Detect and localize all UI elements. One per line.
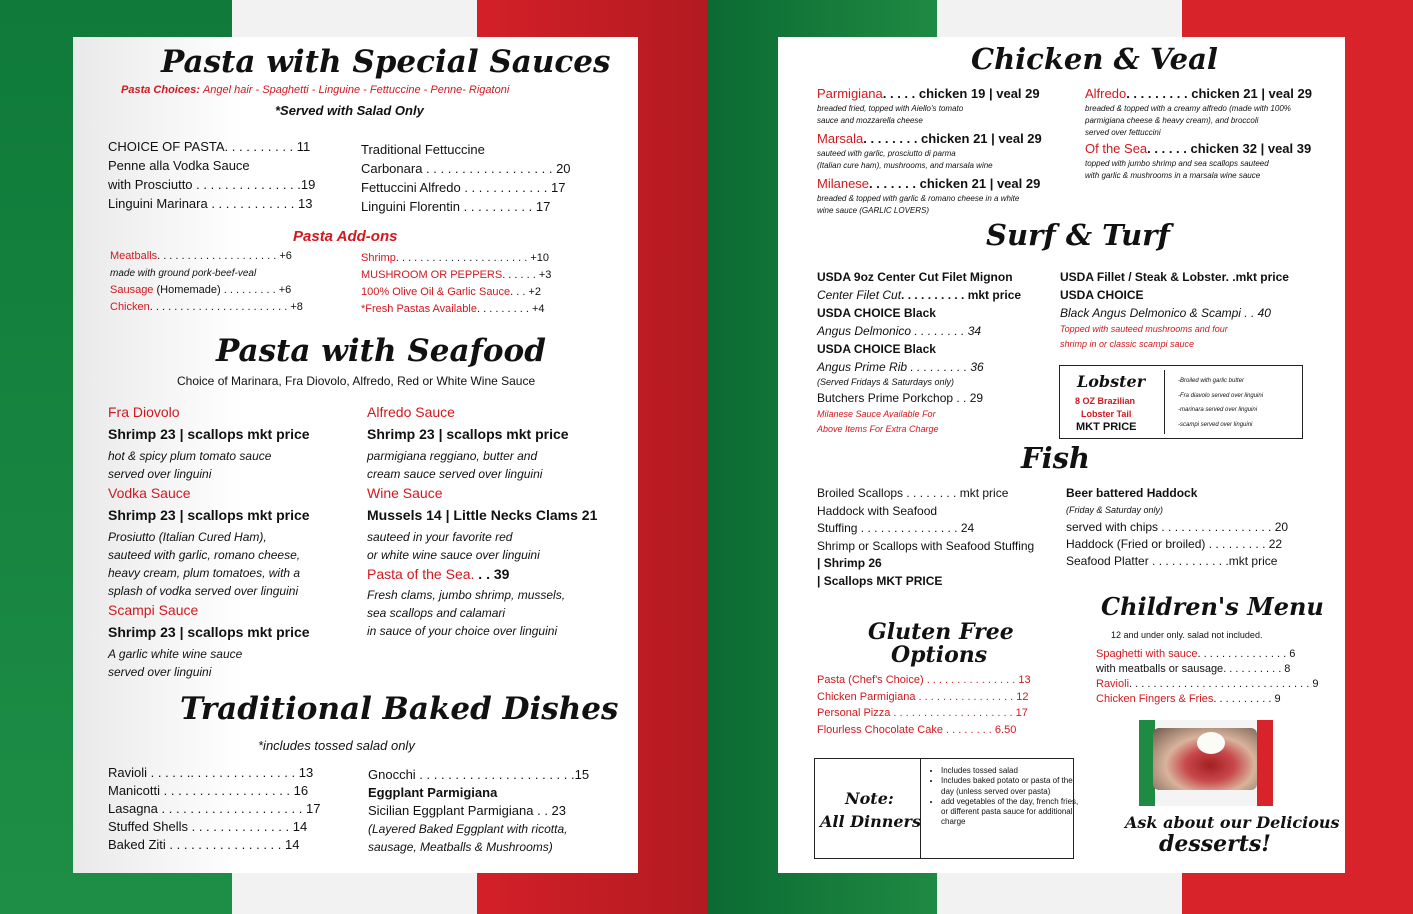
dessert-line2: desserts! [1159, 831, 1271, 857]
seafood-subtitle: Choice of Marinara, Fra Diovolo, Alfredo, Red or White Wine Sauce [177, 374, 536, 388]
seafood-desc: A garlic white wine sauce served over linguini [108, 647, 243, 679]
menu-item: CHOICE OF PASTA. . . . . . . . . . 11 [108, 139, 311, 154]
lobster-title: Lobster [1077, 372, 1146, 391]
menu-item: Fettuccini Alfredo . . . . . . . . . . . . 17 [361, 180, 566, 195]
fish-title: Fish [1021, 441, 1091, 475]
note-bullet: • Includes baked potato or pasta of the day (unless served over pasta) [941, 776, 1081, 797]
lobster-line2: Lobster Tail [1081, 409, 1132, 419]
pasta-special-title: Pasta with Special Sauces [161, 44, 611, 80]
seafood-name: Wine Sauce [367, 485, 443, 501]
menu-item: USDA 9oz Center Cut Filet Mignon [817, 270, 1013, 284]
menu-desc: breaded & topped with garlic & romano cheese in a white wine sauce (GARLIC LOVERS) [817, 194, 1020, 215]
menu-item: Carbonara . . . . . . . . . . . . . . . . . . 20 [361, 161, 571, 176]
menu-item: Stuffing . . . . . . . . . . . . . . . 24 [817, 521, 975, 535]
baked-col1 [108, 764, 320, 854]
seafood-name: Pasta of the Sea. . . 39 [367, 566, 510, 582]
lobster-price: MKT PRICE [1076, 421, 1137, 433]
pasta-addons-title: Pasta Add-ons [293, 228, 398, 245]
addons-col2 [361, 250, 551, 318]
childrens-menu-title: Children's Menu [1101, 592, 1324, 621]
menu-item: Eggplant Parmigiana [368, 785, 498, 800]
menu-item: USDA Fillet / Steak & Lobster. .mkt price [1060, 270, 1289, 284]
gluten-free-list [817, 672, 1031, 738]
menu-item: Linguini Marinara . . . . . . . . . . . . 13 [108, 196, 313, 211]
seafood-price: Shrimp 23 | scallops mkt price [108, 426, 310, 442]
pasta-choices: Pasta Choices: Angel hair - Spaghetti - Linguine - Fettuccine - Penne- Rigatoni [121, 84, 510, 96]
baked-subtitle: *includes tossed salad only [258, 738, 415, 753]
addon-desc: made with ground pork-beef-veal [110, 268, 257, 279]
seafood-price: Shrimp 23 | scallops mkt price [108, 624, 310, 640]
dessert-photo [1139, 720, 1273, 806]
menu-item: Center Filet Cut. . . . . . . . . . mkt price [817, 288, 1022, 302]
menu-page-left [73, 37, 638, 873]
seafood-desc: Fresh clams, jumbo shrimp, mussels, sea scallops and calamari in sauce of your choice over linguini [367, 588, 566, 638]
menu-item: with meatballs or sausage. . . . . . . . . . 8 [1096, 663, 1291, 675]
menu-item: Stuffed Shells . . . . . . . . . . . . . . 14 [108, 819, 308, 834]
seafood-name: Scampi Sauce [108, 602, 199, 618]
note-subtitle: All Dinners [820, 812, 921, 831]
seafood-name: Vodka Sauce [108, 485, 191, 501]
note-bullet: • Includes tossed salad [941, 766, 1081, 776]
seafood-name: Fra Diovolo [108, 404, 180, 420]
fish-col2 [1066, 485, 1288, 570]
menu-desc: Milanese Sauce Available For [817, 409, 936, 419]
menu-item: Chicken Fingers & Fries. . . . . . . . . . 9 [1096, 693, 1281, 705]
fish-col1 [817, 485, 1034, 590]
menu-desc: topped with jumbo shrimp and sea scallops sauteed with garlic & mushrooms in a marsala wine sauce [1085, 159, 1269, 180]
menu-item: | Scallops MKT PRICE [817, 573, 943, 588]
menu-item: Baked Ziti . . . . . . . . . . . . . . . . 14 [108, 837, 300, 852]
menu-item: Chicken Parmigiana . . . . . . . . . . . . . . . . 12 [817, 690, 1029, 703]
addon-item: 100% Olive Oil & Garlic Sauce. . . +2 [361, 286, 542, 298]
served-with-salad-note: *Served with Salad Only [275, 103, 424, 118]
surf-col1 [817, 268, 1021, 437]
seafood-desc: parmigiana reggiano, butter and cream sauce served over linguini [367, 449, 543, 481]
menu-desc: sauteed with garlic, prosciutto di parma (Italian cure ham), mushrooms, and marsala wine [817, 149, 993, 170]
menu-item: USDA CHOICE [1060, 288, 1144, 302]
menu-item: Black Angus Delmonico & Scampi . . 40 [1060, 306, 1271, 320]
seafood-desc: sauteed in your favorite red or white wine sauce over linguini [367, 530, 540, 562]
dessert-line1: Ask about our Delicious [1125, 813, 1340, 832]
lobster-box [1059, 365, 1303, 439]
menu-item: Parmigiana. . . . . chicken 19 | veal 29 [817, 86, 1040, 101]
menu-item: Alfredo. . . . . . . . . chicken 21 | veal 29 [1085, 86, 1312, 101]
lobster-line1: 8 OZ Brazilian [1075, 396, 1136, 406]
chicken-veal-col2 [1085, 86, 1312, 182]
menu-item: Lasagna . . . . . . . . . . . . . . . . . . . . 17 [108, 801, 321, 816]
addon-item: Meatballs. . . . . . . . . . . . . . . . . . . . +6 [110, 250, 292, 262]
menu-desc: Above Items For Extra Charge [817, 424, 939, 434]
menu-desc: Topped with sauteed mushrooms and four [1060, 324, 1228, 334]
addon-item: MUSHROOM OR PEPPERS. . . . . . +3 [361, 269, 552, 281]
menu-desc: (Friday & Saturday only) [1066, 505, 1164, 515]
gluten-free-title: Gluten Free [868, 619, 1014, 645]
menu-item: Pasta (Chef's Choice) . . . . . . . . . . . . . . . 13 [817, 674, 1031, 686]
addon-item: *Fresh Pastas Available. . . . . . . . . +4 [361, 303, 545, 315]
addons-col1 [110, 248, 303, 316]
menu-item: Marsala. . . . . . . . chicken 21 | veal 29 [817, 131, 1042, 146]
note-bullets [927, 766, 1081, 828]
menu-desc: (Served Fridays & Saturdays only) [817, 377, 955, 387]
note-divider [920, 759, 921, 858]
menu-item: USDA CHOICE Black [817, 306, 936, 320]
baked-col2 [368, 766, 589, 856]
note-box [814, 758, 1079, 859]
menu-item: Angus Prime Rib . . . . . . . . . 36 [817, 360, 984, 374]
seafood-price: Mussels 14 | Little Necks Clams 21 [367, 507, 598, 523]
menu-item: Of the Sea. . . . . . chicken 32 | veal 39 [1085, 141, 1312, 156]
menu-item: Butchers Prime Porkchop . . 29 [817, 391, 984, 405]
surf-turf-title: Surf & Turf [986, 218, 1170, 252]
baked-dishes-title: Traditional Baked Dishes [180, 691, 619, 727]
menu-item: | Shrimp 26 [817, 556, 882, 570]
menu-item: Broiled Scallops . . . . . . . . mkt price [817, 486, 1009, 500]
addon-item: Shrimp. . . . . . . . . . . . . . . . . . . . . . +10 [361, 252, 549, 264]
childrens-list [1096, 647, 1319, 707]
note-bullet: • add vegetables of the day, french fries, or different pasta sauce for additional charge [941, 797, 1081, 828]
chicken-veal-col1 [817, 86, 1042, 217]
menu-desc: sausage, Meatballs & Mushrooms) [368, 840, 553, 854]
seafood-price: Shrimp 23 | scallops mkt price [108, 507, 310, 523]
menu-item: Traditional Fettuccine [361, 142, 485, 157]
pasta-list-col2 [361, 141, 571, 216]
seafood-desc: hot & spicy plum tomato sauce served over linguini [108, 449, 272, 481]
lobster-divider [1164, 370, 1165, 434]
surf-col2 [1060, 268, 1289, 352]
menu-item: with Prosciutto . . . . . . . . . . . . . . .19 [108, 177, 316, 192]
seafood-col1 [108, 404, 310, 681]
seafood-price: Shrimp 23 | scallops mkt price [367, 426, 569, 442]
gluten-free-subtitle: Options [891, 642, 988, 668]
addon-item: Sausage (Homemade) . . . . . . . . . +6 [110, 284, 292, 296]
menu-item: Manicotti . . . . . . . . . . . . . . . . . . 16 [108, 783, 309, 798]
menu-item: Flourless Chocolate Cake . . . . . . . . 6.50 [817, 723, 1017, 736]
menu-item: Haddock (Fried or broiled) . . . . . . . . . 22 [1066, 537, 1283, 551]
chicken-veal-title: Chicken & Veal [971, 42, 1218, 76]
menu-item: Ravioli . . . . . .. . . . . . . . . . . . . . . 13 [108, 765, 314, 780]
menu-desc: shrimp in or classic scampi sauce [1060, 339, 1195, 349]
lobster-options: -Broiled with garlic butter -Fra diavolo served over linguini -marinara served over linguini -scampi served over linguini [1178, 378, 1264, 428]
menu-item: USDA CHOICE Black [817, 342, 936, 356]
menu-item: Seafood Platter . . . . . . . . . . . .mkt price [1066, 554, 1278, 568]
menu-item: Spaghetti with sauce. . . . . . . . . . . . . . . 6 [1096, 648, 1296, 660]
menu-item: Haddock with Seafood [817, 503, 938, 518]
menu-item: Ravioli. . . . . . . . . . . . . . . . . . . . . . . . . . . . . . 9 [1096, 678, 1319, 690]
menu-item: served with chips . . . . . . . . . . . . . . . . . 20 [1066, 520, 1289, 534]
menu-item: Shrimp or Scallops with Seafood Stuffing [817, 538, 1035, 553]
menu-desc: breaded & topped with a creamy alfredo (made with 100% parmigiana cheese & heavy cream), and broccoli served over fettuccini [1085, 104, 1291, 137]
childrens-note: 12 and under only. salad not included. [1111, 630, 1263, 640]
menu-item: Linguini Florentin . . . . . . . . . . 17 [361, 199, 551, 214]
menu-item: Angus Delmonico . . . . . . . . 34 [817, 324, 982, 338]
addon-item: Chicken. . . . . . . . . . . . . . . . . . . . . . . +8 [110, 301, 303, 313]
menu-item: Milanese. . . . . . . chicken 21 | veal 29 [817, 176, 1041, 191]
menu-item: Gnocchi . . . . . . . . . . . . . . . . . . . . . .15 [368, 767, 590, 782]
pasta-list-col1 [108, 138, 315, 213]
seafood-desc: Prosiutto (Italian Cured Ham), sauteed with garlic, romano cheese, heavy cream, plum tomatoes, with a splash of vodka served over linguini [108, 530, 301, 598]
menu-item: Personal Pizza . . . . . . . . . . . . . . . . . . . . 17 [817, 707, 1028, 719]
menu-item: Penne alla Vodka Sauce [108, 158, 250, 173]
menu-page-right [778, 37, 1345, 873]
menu-item: Sicilian Eggplant Parmigiana . . 23 [368, 803, 567, 818]
note-title: Note: [845, 789, 894, 808]
menu-desc: (Layered Baked Eggplant with ricotta, [368, 822, 568, 836]
pasta-seafood-title: Pasta with Seafood [216, 333, 546, 369]
seafood-col2 [367, 404, 597, 640]
menu-desc: breaded fried, topped with Aiello's tomato sauce and mozzarella cheese [817, 104, 964, 125]
menu-item: Beer battered Haddock [1066, 486, 1198, 500]
seafood-name: Alfredo Sauce [367, 404, 455, 420]
